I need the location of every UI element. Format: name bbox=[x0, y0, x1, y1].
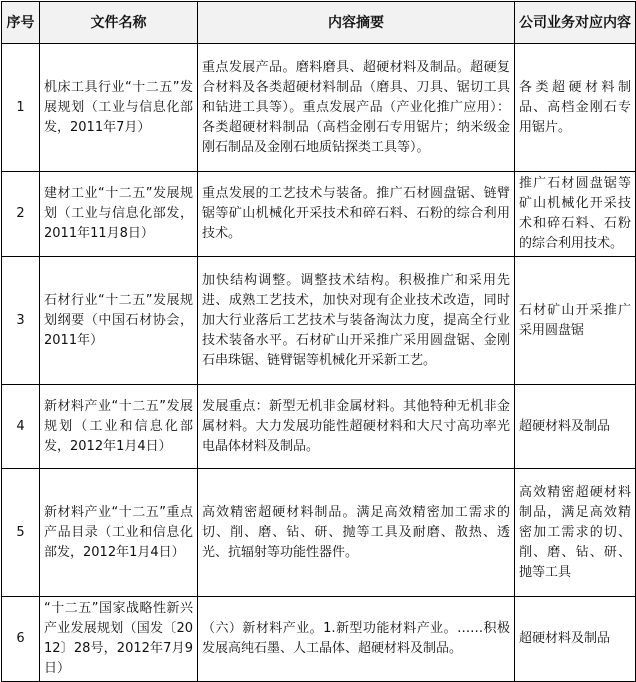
header-business: 公司业务对应内容 bbox=[515, 2, 636, 44]
row-business: 超硬材料及制品 bbox=[515, 597, 636, 682]
row-business: 超硬材料及制品 bbox=[515, 385, 636, 469]
row-doc: 石材行业“十二五”发展规划纲要（中国石材协会，2011年） bbox=[40, 257, 198, 385]
table-row bbox=[2, 44, 636, 172]
table-row bbox=[2, 469, 636, 597]
header-row bbox=[2, 2, 636, 44]
row-business: 推广石材圆盘锯等矿山机械化开采技术和碎石料、石粉的综合利用技术。 bbox=[515, 172, 636, 257]
row-doc: 建材工业“十二五”发展规划（工业与信息化部发，2011年11月8日） bbox=[40, 172, 198, 257]
row-num: 4 bbox=[2, 385, 40, 469]
row-num: 6 bbox=[2, 597, 40, 682]
row-summary: 重点发展的工艺技术与装备。推广石材圆盘锯、链臂锯等矿山机械化开采技术和碎石料、石粉的综合利用技术。 bbox=[198, 172, 515, 257]
row-doc: 新材料产业“十二五”重点产品目录（工业和信息化部发，2012年1月4日） bbox=[40, 469, 198, 597]
table-row bbox=[2, 385, 636, 469]
row-summary: 加快结构调整。调整技术结构。积极推广和采用先进、成熟工艺技术，加快对现有企业技术改造，同时加大行业落后工艺技术与装备淘汰力度，提高全行业技术装备水平。石材矿山开采推广采用圆盘锯、金刚石串珠锯、链臂锯等机械化开采新工艺。 bbox=[198, 257, 515, 385]
row-num: 1 bbox=[2, 44, 40, 172]
row-summary: 高效精密超硬材料制品。满足高效精密加工需求的切、削、磨、钻、研、抛等工具及耐磨、散热、透光、抗辐射等功能性器件。 bbox=[198, 469, 515, 597]
row-doc: 机床工具行业“十二五”发展规划（工业与信息化部发，2011年7月） bbox=[40, 44, 198, 172]
row-num: 3 bbox=[2, 257, 40, 385]
row-num: 5 bbox=[2, 469, 40, 597]
table-row bbox=[2, 597, 636, 682]
row-summary: （六）新材料产业。1.新型功能材料产业。……积极发展高纯石墨、人工晶体、超硬材料及制品。 bbox=[198, 597, 515, 682]
table-row bbox=[2, 257, 636, 385]
row-num: 2 bbox=[2, 172, 40, 257]
row-business: 各类超硬材料制品、高档金刚石专用锯片。 bbox=[515, 44, 636, 172]
table-row bbox=[2, 172, 636, 257]
policy-table bbox=[1, 1, 636, 682]
header-doc: 文件名称 bbox=[40, 2, 198, 44]
row-doc: “十二五”国家战略性新兴产业发展规划（国发〔2012〕28号，2012年7月9日） bbox=[40, 597, 198, 682]
header-num: 序号 bbox=[2, 2, 40, 44]
row-business: 石材矿山开采推广采用圆盘锯 bbox=[515, 257, 636, 385]
row-business: 高效精密超硬材料制品，满足高效精密加工需求的切、削、磨、钻、研、抛等工具 bbox=[515, 469, 636, 597]
header-summary: 内容摘要 bbox=[198, 2, 515, 44]
row-doc: 新材料产业“十二五”发展规划（工业和信息化部发，2012年1月4日） bbox=[40, 385, 198, 469]
row-summary: 重点发展产品。磨料磨具、超硬材料及制品。超硬复合材料及各类超硬材料制品（磨具、刀具、锯切工具和钻进工具等）。重点发展产品（产业化推广应用）：各类超硬材料制品（高档金刚石专用锯片；纳米级金刚石制品及金刚石地质钻探类工具等）。 bbox=[198, 44, 515, 172]
row-summary: 发展重点：新型无机非金属材料。其他特种无机非金属材料。大力发展功能性超硬材料和大尺寸高功率光电晶体材料及制品。 bbox=[198, 385, 515, 469]
